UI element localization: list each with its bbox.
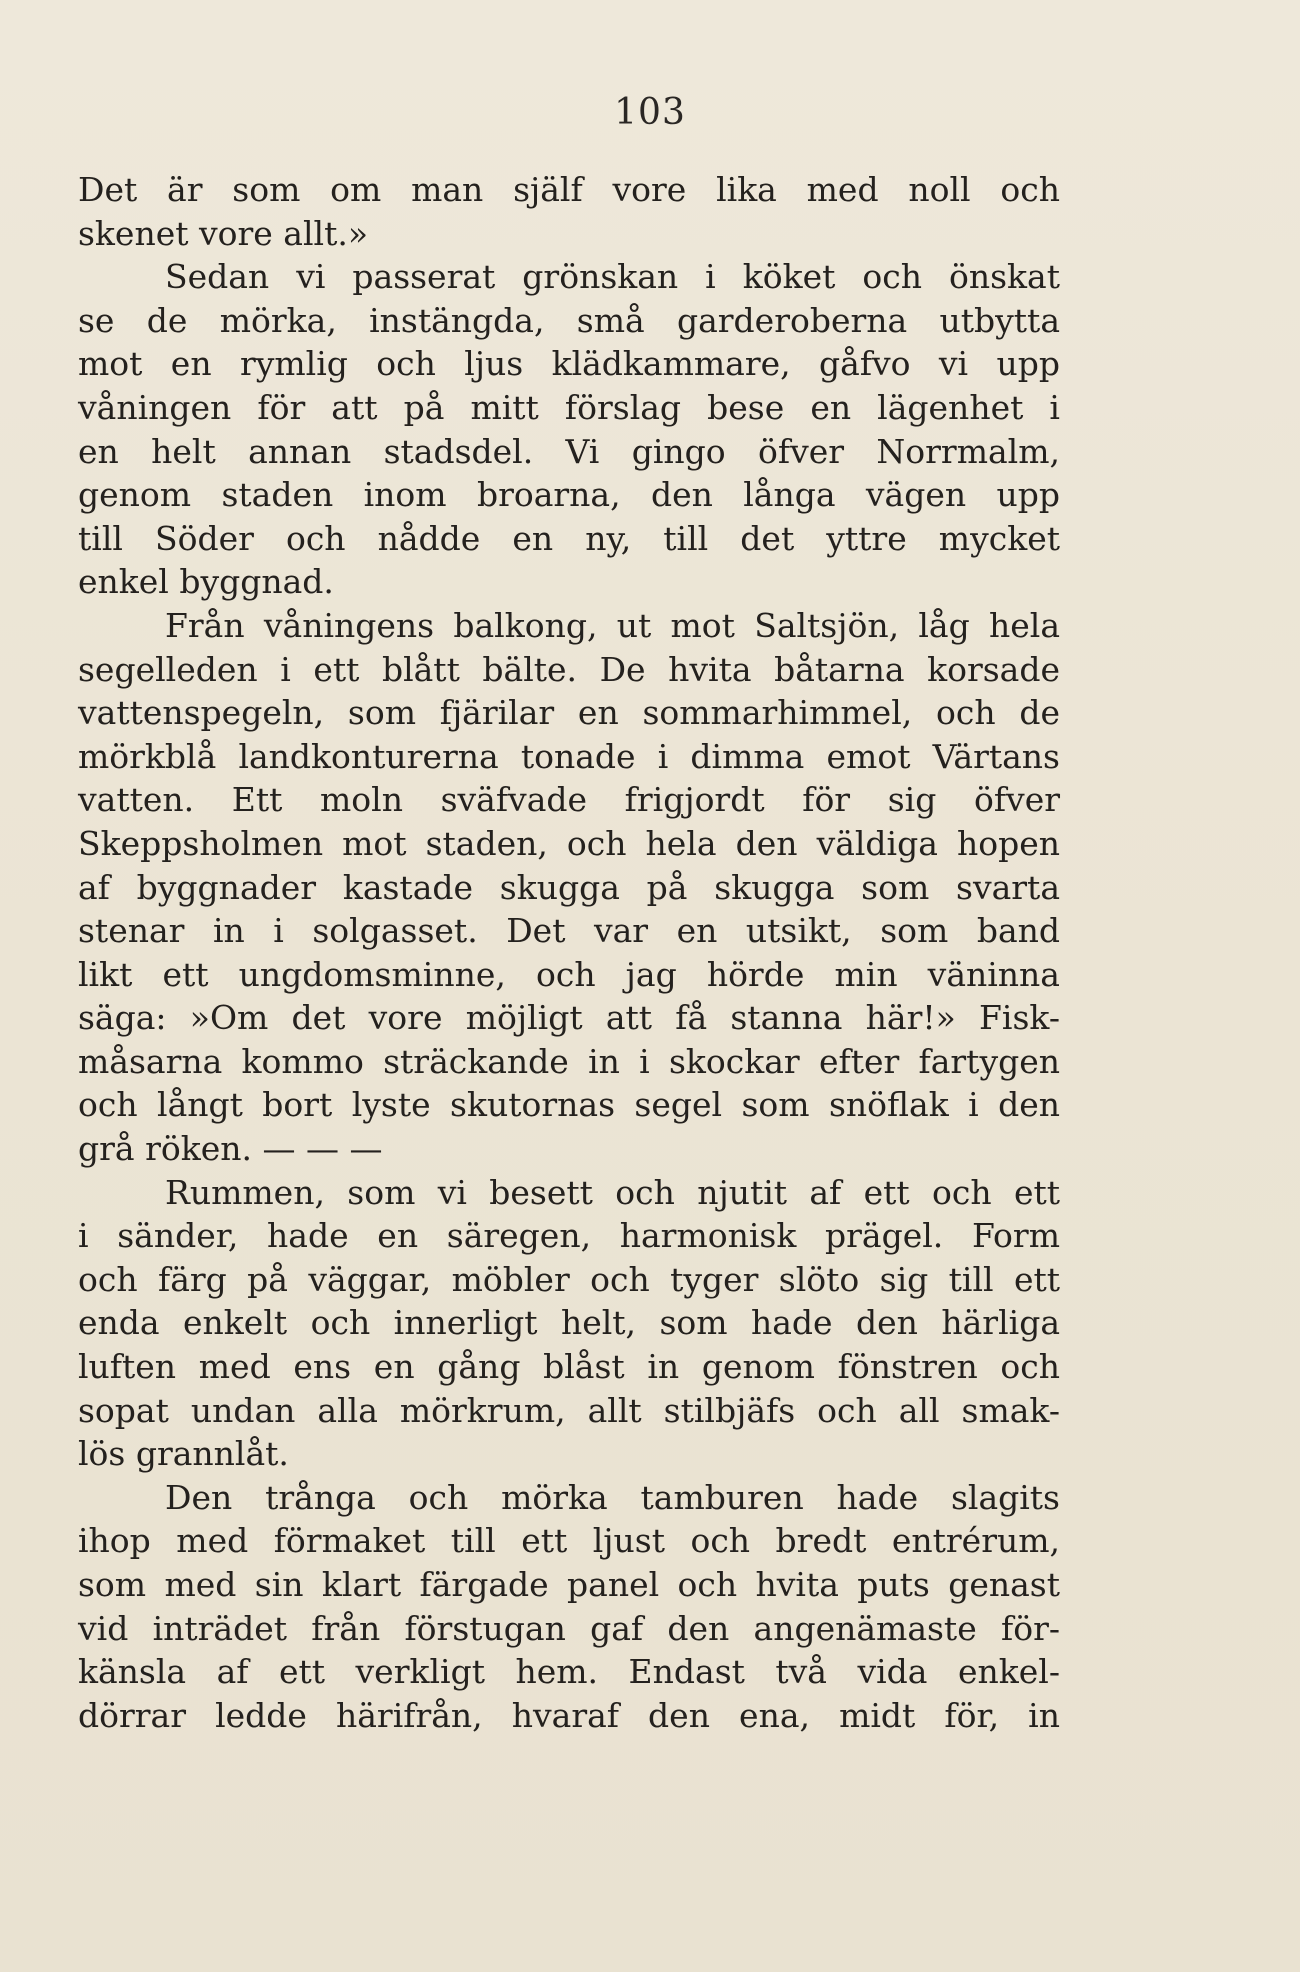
text-line: i sänder, hade en säregen, harmonisk prägel. Form xyxy=(78,1216,1060,1256)
text-line: enkel byggnad. xyxy=(78,562,334,602)
text-line: vatten. Ett moln sväfvade frigjordt för sig öfver xyxy=(78,780,1060,820)
text-line: sopat undan alla mörkrum, allt stilbjäfs och all smak- xyxy=(78,1390,1060,1430)
text-line: mörkblå landkonturerna tonade i dimma emot Värtans xyxy=(78,736,1060,776)
text-line: likt ett ungdomsminne, och jag hörde min väninna xyxy=(78,954,1060,994)
text-line: som med sin klart färgade panel och hvita puts genast xyxy=(78,1565,1060,1604)
text-line: lös grannlåt. xyxy=(78,1434,289,1474)
text-line: luften med ens en gång blåst in genom fönstren och xyxy=(78,1347,1060,1387)
text-line: och färg på väggar, möbler och tyger slöto sig till ett xyxy=(78,1259,1060,1299)
text-line: Skeppsholmen mot staden, och hela den väldiga hopen xyxy=(78,823,1060,863)
text-line: Sedan vi passerat grönskan i köket och önskat xyxy=(165,257,1060,297)
text-line: vid inträdet från förstugan gaf den angenämaste för- xyxy=(78,1608,1060,1648)
text-line: måsarna kommo sträckande in i skockar efter fartygen xyxy=(78,1041,1060,1081)
text-line: se de mörka, instängda, små garderoberna utbytta xyxy=(78,300,1060,340)
text-line: genom staden inom broarna, den långa vägen upp xyxy=(78,475,1060,515)
text-line: Rummen, som vi besett och njutit af ett och ett xyxy=(165,1172,1060,1212)
page-number: 103 xyxy=(614,92,686,133)
text-line: ihop med förmaket till ett ljust och bredt entrérum, xyxy=(78,1521,1060,1561)
body-text xyxy=(78,168,1060,1737)
text-line: vattenspegeln, som fjärilar en sommarhimmel, och de xyxy=(78,693,1060,733)
text-line: skenet vore allt.» xyxy=(78,213,369,253)
text-line: stenar in i solgasset. Det var en utsikt, som band xyxy=(78,911,1060,951)
text-line: säga: »Om det vore möjligt att få stanna här!» Fisk- xyxy=(78,998,1060,1038)
text-line: och långt bort lyste skutornas segel som snöflak i den xyxy=(78,1085,1060,1125)
text-line: till Söder och nådde en ny, till det yttre mycket xyxy=(78,518,1060,558)
text-line: våningen för att på mitt förslag bese en lägenhet i xyxy=(78,387,1060,427)
text-line: Det är som om man själf vore lika med noll och xyxy=(78,170,1060,209)
text-line: af byggnader kastade skugga på skugga som svarta xyxy=(78,867,1060,907)
text-line: Från våningens balkong, ut mot Saltsjön, låg hela xyxy=(165,605,1060,645)
text-line: känsla af ett verkligt hem. Endast två vida enkel- xyxy=(78,1652,1060,1692)
text-line: en helt annan stadsdel. Vi gingo öfver Norrmalm, xyxy=(78,431,1060,471)
text-line: segelleden i ett blått bälte. De hvita båtarna korsade xyxy=(78,649,1060,689)
text-line: mot en rymlig och ljus klädkammare, gåfvo vi upp xyxy=(78,344,1060,384)
text-line: dörrar ledde härifrån, hvaraf den ena, midt för, in xyxy=(78,1695,1060,1735)
text-line: Den trånga och mörka tamburen hade slagits xyxy=(165,1477,1060,1517)
text-line: enda enkelt och innerligt helt, som hade den härliga xyxy=(78,1303,1060,1343)
text-line: grå röken. — — — xyxy=(78,1129,383,1169)
